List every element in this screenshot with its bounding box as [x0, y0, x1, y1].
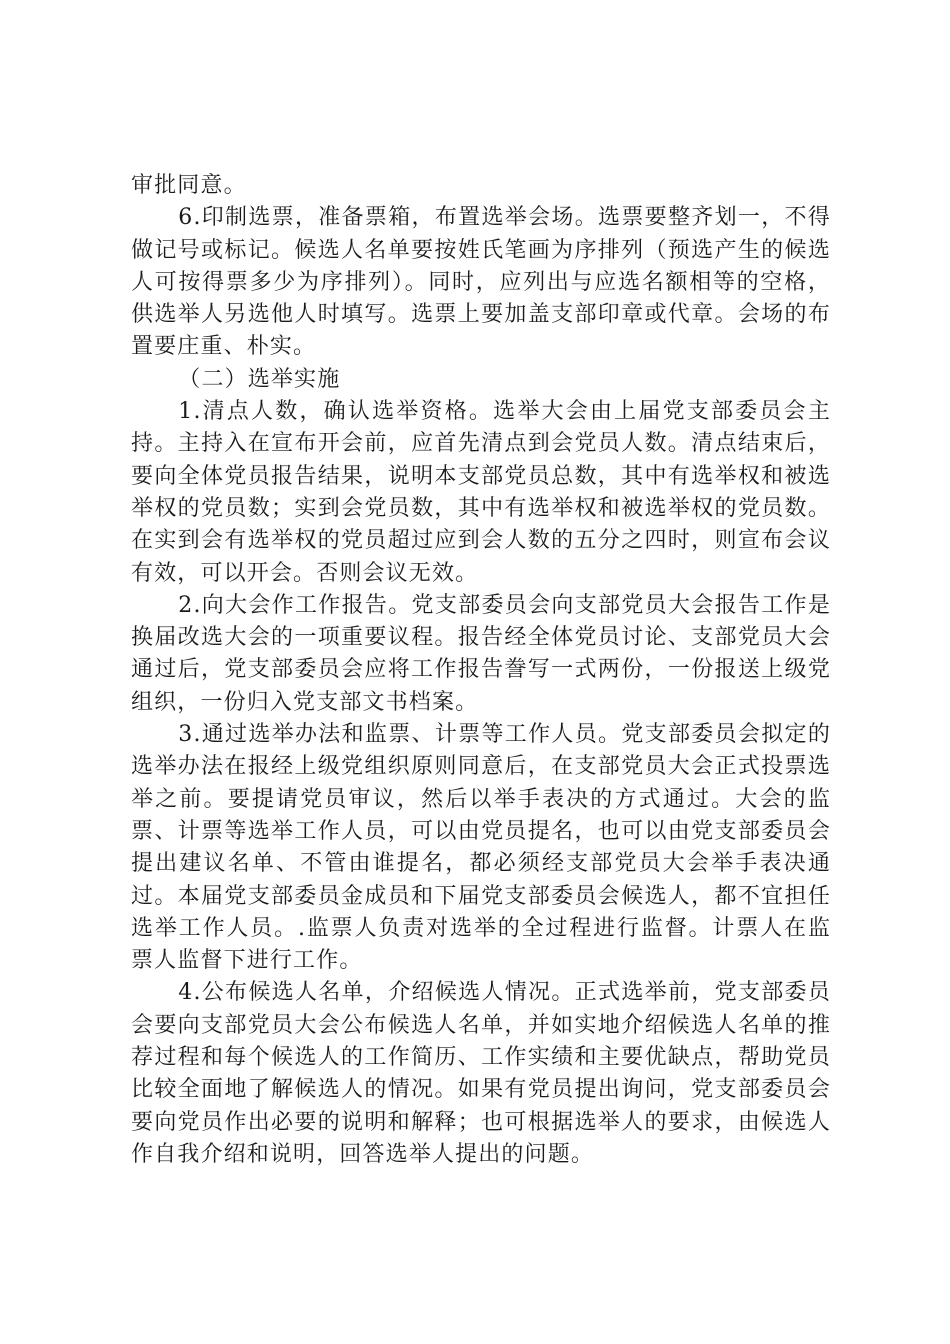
- section-heading-election-implementation: （二）选举实施: [178, 366, 341, 392]
- paragraph-item-4-candidate-list: 4.公布候选人名单，介绍候选人情况。正式选举前，党支部委员会要向支部党员大会公布候选人名单，并如实地介绍候选人名单的推荐过程和每个候选人的工作简历、工作实绩和主要优缺点，帮助党员比较全面地了解候选人的情况。如果有党员提出询问，党支部委员会要向党员作出必要的说明和解释；也可根据选举人的要求，由候选人作自我介绍和说明，回答选举人提出的问题。: [131, 980, 831, 1167]
- paragraph-item-3-election-rules: 3.通过选举办法和监票、计票等工作人员。党支部委员会拟定的选举办法在报经上级党组织原则同意后，在支部党员大会正式投票选举之前。要提请党员审议，然后以举手表决的方式通过。大会的监票、计票等选举工作人员，可以由党员提名，也可以由党支部委员会提出建议名单、不管由谁提名，都必须经支部党员大会举手表决通过。本届党支部委员金成员和下届党支部委员会候选人，都不宜担任选举工作人员。.监票人负责对选举的全过程进行监督。计票人在监票人监督下进行工作。: [131, 722, 831, 974]
- paragraph-item-2-work-report: 2.向大会作工作报告。党支部委员会向支部党员大会报告工作是换届改选大会的一项重要议程。报告经全体党员讨论、支部党员大会通过后，党支部委员会应将工作报告誊写一式两份，一份报送上级党组织，一份归入党支部文书档案。: [131, 592, 831, 715]
- paragraph-item-6-ballots: 6.印制选票，准备票箱，布置选举会场。选票要整齐划一，不得做记号或标记。候选人名单要按姓氏笔画为序排列（预选产生的候选人可按得票多少为序排列）。同时，应列出与应选名额相等的空格，供选举人另选他人时填写。选票上要加盖支部印章或代章。会场的布置要庄重、朴实。: [131, 205, 831, 360]
- document-body: [131, 170, 831, 1171]
- paragraph-item-1-headcount: 1.清点人数，确认选举资格。选举大会由上届党支部委员会主持。主持入在宣布开会前，应首先清点到会党员人数。清点结束后，要向全体党员报告结果，说明本支部党员总数，其中有选举权和被选举权的党员数；实到会党员数，其中有选举权和被选举权的党员数。在实到会有选举权的党员超过应到会人数的五分之四时，则宣布会议有效，可以开会。否则会议无效。: [131, 399, 831, 586]
- paragraph-approval-end: 审批同意。: [131, 173, 247, 198]
